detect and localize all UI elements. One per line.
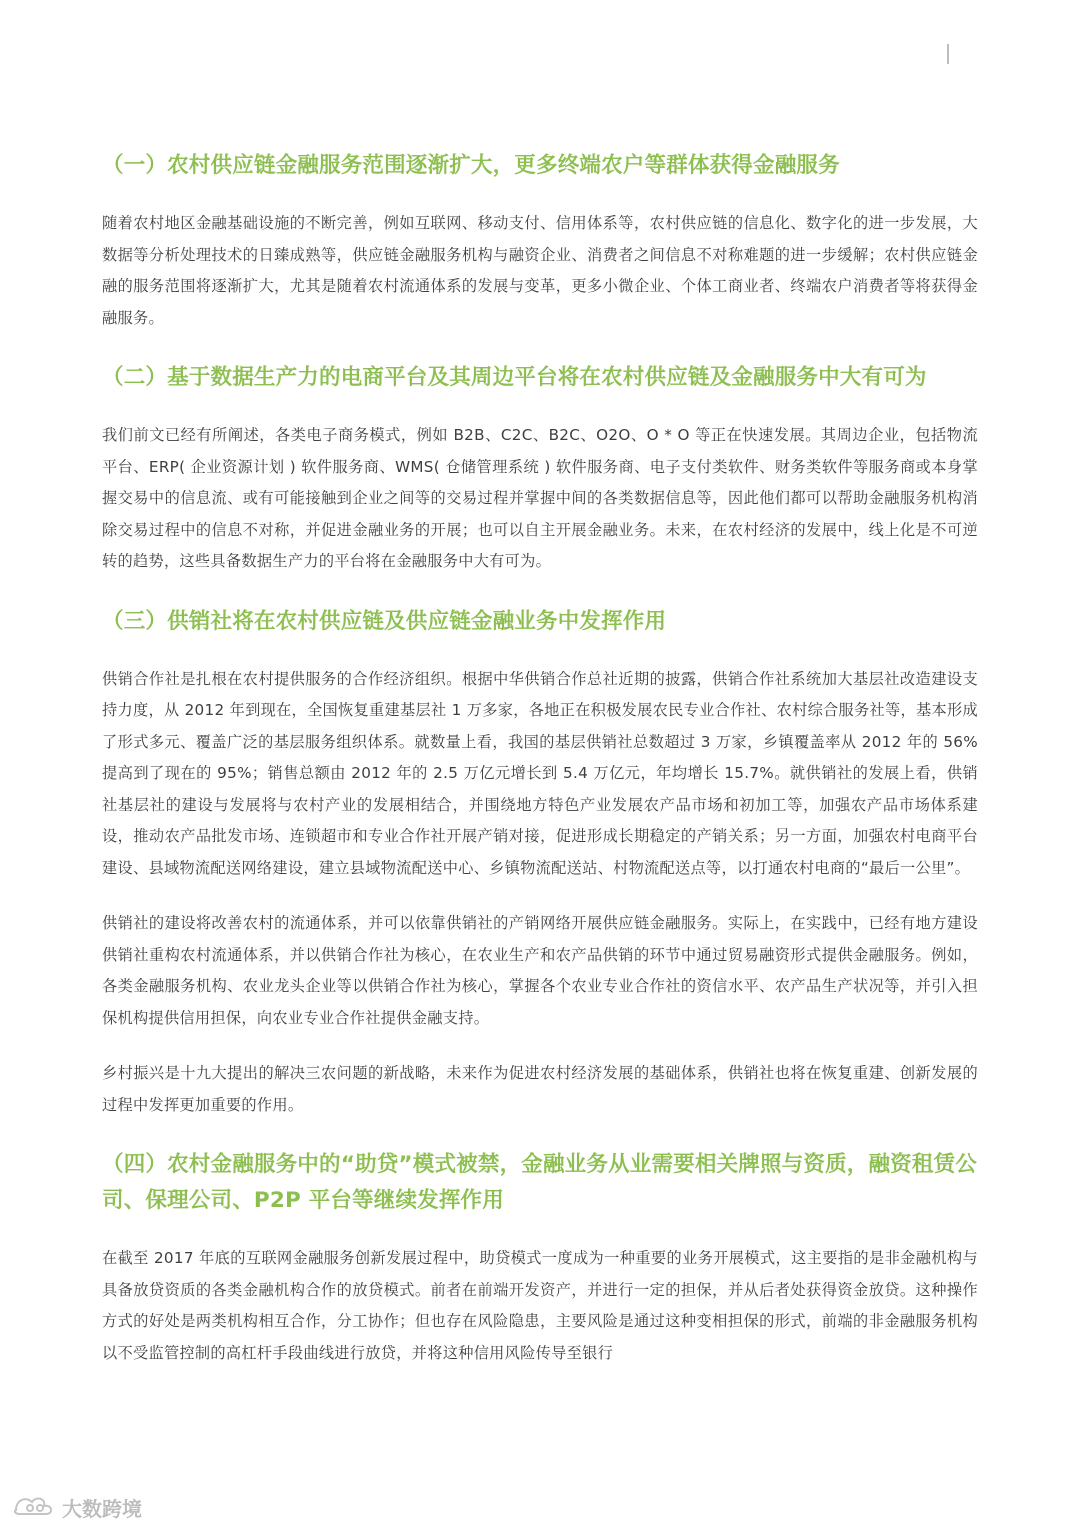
section-heading-2: （二）基于数据生产力的电商平台及其周边平台将在农村供应链及金融服务中大有可为 xyxy=(102,365,927,390)
section-heading-1: （一）农村供应链金融服务范围逐渐扩大，更多终端农户等群体获得金融服务 xyxy=(102,153,840,178)
watermark-text: 大数跨境 xyxy=(62,1496,142,1521)
section-2-paragraph-1: 我们前文已经有所阐述，各类电子商务模式，例如 B2B、C2C、B2C、O2O、O * O 等正在快速发展。其周边企业，包括物流平台、ERP( 企业资源计划 ) 软件服务商、WMS( 仓储管理系统 ) 软件服务商、电子支付类软件、财务类软件等服务商或本身掌握交易中的信息流、或有可能接触到企业之间等的交易过程并掌握中间的各类数据信息等，因此他们都可以帮助金融服务机构消除交易过程中的信息不对称，并促进金融业务的开展；也可以自主开展金融业务。未来，在农村经济的发展中，线上化是不可逆转的趋势，这些具备数据生产力的平台将在金融服务中大有可为。 xyxy=(102,426,978,570)
section-heading-3: （三）供销社将在农村供应链及供应链金融业务中发挥作用 xyxy=(102,608,667,634)
section-3-paragraph-1: 供销合作社是扎根在农村提供服务的合作经济组织。根据中华供销合作总社近期的披露，供销合作社系统加大基层社改造建设支持力度，从 2012 年到现在，全国恢复重建基层社 1 万多家，各地正在积极发展农民专业合作社、农村综合服务社等，基本形成了形式多元、覆盖广泛的基层服务组织体系。就数量上看，我国的基层供销社总数超过 3 万家，乡镇覆盖率从 2012 年的 56% 提高到了现在的 95%；销售总额由 2012 年的 2.5 万亿元增长到 5.4 万亿元，年均增长 15.7%。就供销社的发展上看，供销社基层社的建设与发展将与农村产业的发展相结合，并围绕地方特色产业发展农产品市场和初加工等，加强农产品市场体系建设，推动农产品批发市场、连锁超市和专业合作社开展产销对接，促进形成长期稳定的产销关系；另一方面，加强农村电商平台建设、县域物流配送网络建设，建立县域物流配送中心、乡镇物流配送站、村物流配送点等，以打通农村电商的“最后一公里”。 xyxy=(102,669,978,877)
watermark-logo-icon xyxy=(12,1492,58,1523)
watermark xyxy=(12,1492,142,1522)
section-1-paragraph-1: 随着农村地区金融基础设施的不断完善，例如互联网、移动支付、信用体系等，农村供应链的信息化、数字化的进一步发展，大数据等分析处理技术的日臻成熟等，供应链金融服务机构与融资企业、消费者之间信息不对称难题的进一步缓解；农村供应链金融的服务范围将逐渐扩大，尤其是随着农村流通体系的发展与变革，更多小微企业、个体工商业者、终端农户消费者等将获得金融服务。 xyxy=(102,214,978,327)
section-4-paragraph-1: 在截至 2017 年底的互联网金融服务创新发展过程中，助贷模式一度成为一种重要的业务开展模式，这主要指的是非金融机构与具备放贷资质的各类金融机构合作的放贷模式。前者在前端开发资产，并进行一定的担保，并从后者处获得资金放贷。这种操作方式的好处是两类机构相互合作，分工协作；但也存在风险隐患，主要风险是通过这种变相担保的形式，前端的非金融服务机构以不受监管控制的高杠杆手段曲线进行放贷，并将这种信用风险传导至银行 xyxy=(102,1249,978,1362)
section-heading-4: （四）农村金融服务中的“助贷”模式被禁，金融业务从业需要相关牌照与资质，融资租赁公司、保理公司、P2P 平台等继续发挥作用 xyxy=(102,1152,977,1213)
section-3-paragraph-3: 乡村振兴是十九大提出的解决三农问题的新战略，未来作为促进农村经济发展的基础体系，供销社也将在恢复重建、创新发展的过程中发挥更加重要的作用。 xyxy=(102,1064,978,1114)
article-body xyxy=(102,148,978,1369)
section-3-paragraph-2: 供销社的建设将改善农村的流通体系，并可以依靠供销社的产销网络开展供应链金融服务。实际上，在实践中，已经有地方建设供销社重构农村流通体系，并以供销合作社为核心，在农业生产和农产品供销的环节中通过贸易融资形式提供金融服务。例如，各类金融服务机构、农业龙头企业等以供销合作社为核心，掌握各个农业专业合作社的资信水平、农产品生产状况等，并引入担保机构提供信用担保，向农业专业合作社提供金融支持。 xyxy=(102,914,978,1027)
page-marker xyxy=(947,44,949,64)
